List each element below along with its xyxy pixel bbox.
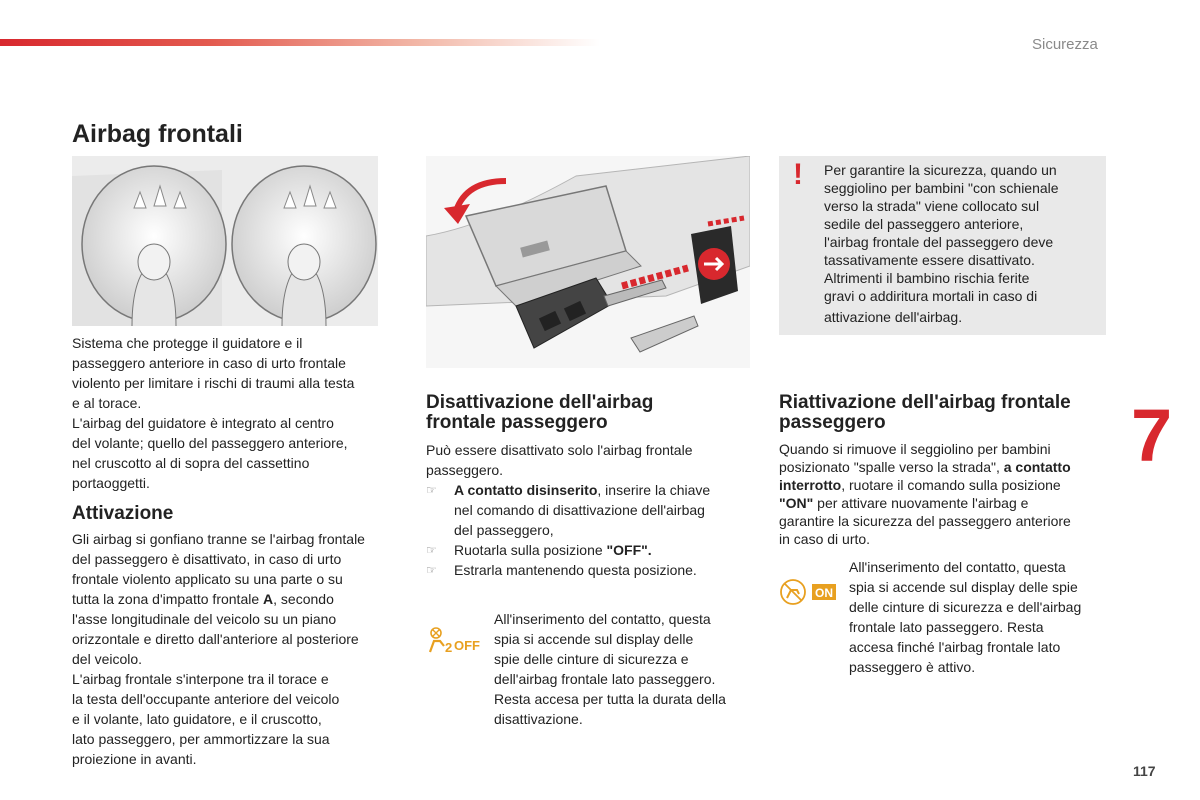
safety-warning-box bbox=[779, 156, 1106, 335]
svg-text:2: 2 bbox=[445, 640, 453, 654]
hand-pointer-icon: ☞ bbox=[426, 543, 437, 557]
list-item: ☞ Estrarla mantenendo questa posizione. bbox=[426, 562, 697, 578]
chapter-number: 7 bbox=[1131, 394, 1173, 477]
airbag-illustration bbox=[72, 156, 378, 326]
off-lamp-text: All'inserimento del contatto, questa spia si accende sul display delle spie delle cinture di sicurezza e dell'airbag frontale lato passeggero. Resta accesa per tutta la durata della disattivazione. bbox=[494, 611, 726, 727]
list-item: ☞ Ruotarla sulla posizione "OFF". bbox=[426, 542, 652, 558]
hand-pointer-icon: ☞ bbox=[426, 563, 437, 577]
on-lamp-text: All'inserimento del contatto, questa spia si accende sul display delle spie delle cinture di sicurezza e dell'airbag frontale lato passeggero. Resta accesa finché l'airbag frontale lato passeggero è attivo. bbox=[849, 559, 1082, 675]
attivazione-text: Gli airbag si gonfiano tranne se l'airbag frontale del passeggero è disattivato, in caso di urto frontale violento applicato su una parte o su tutta la zona d'impatto frontale A, secondo l'asse longitudinale del veicolo su un piano orizzontale e diretto dall'anteriore al posteriore del veicolo. L'airbag frontale s'interpone tra il torace e la testa dell'occupante anteriore del veicolo e il volante, lato guidatore, e il cruscotto, lato passeggero, per ammortizzare la sua proiezione in avanti. bbox=[72, 531, 365, 767]
disattivazione-text: Può essere disattivato solo l'airbag frontale passeggero. bbox=[426, 442, 693, 478]
airbag-off-warning-lamp-icon bbox=[426, 626, 484, 654]
page-number: 117 bbox=[1133, 763, 1156, 779]
header-color-bar bbox=[0, 39, 600, 46]
airbag-on-warning-lamp-icon bbox=[779, 578, 839, 606]
glovebox-key-illustration bbox=[426, 156, 750, 368]
list-item: ☞ A contatto disinserito, inserire la chiave nel comando di disattivazione dell'airbag del passeggero, bbox=[426, 482, 711, 538]
lamp-on-label: ON bbox=[815, 586, 833, 600]
attivazione-heading: Attivazione bbox=[72, 503, 174, 524]
section-name: Sicurezza bbox=[1032, 36, 1098, 53]
riattivazione-heading: Riattivazione dell'airbag frontale passeggero bbox=[779, 392, 1071, 433]
lamp-off-label: OFF bbox=[454, 638, 480, 653]
hand-pointer-icon: ☞ bbox=[426, 483, 437, 497]
warning-text: Per garantire la sicurezza, quando un seggiolino per bambini "con schienale verso la strada" viene collocato sul sedile del passeggero anteriore, l'airbag frontale del passeggero deve tassativamente essere disattivato. Altrimenti il bambino rischia ferite gravi o addiritura mortali in caso di attivazione dell'airbag. bbox=[824, 162, 1059, 325]
riattivazione-text: Quando si rimuove il seggiolino per bambini posizionato "spalle verso la strada", a contatto interrotto, ruotare il comando sulla posizione "ON" per attivare nuovamente l'airbag e garantire la sicurezza del passeggero anteriore in caso di urto. bbox=[779, 441, 1071, 547]
page-title: Airbag frontali bbox=[72, 120, 243, 148]
intro-text: Sistema che protegge il guidatore e il passeggero anteriore in caso di urto frontale violento per limitare i rischi di traumi alla testa e al torace. L'airbag del guidatore è integrato al centro del volante; quello del passeggero anteriore, nel cruscotto al di sopra del cassettino portaoggetti. bbox=[72, 335, 355, 491]
exclamation-icon: ! bbox=[793, 158, 803, 191]
disattivazione-heading: Disattivazione dell'airbag frontale passeggero bbox=[426, 392, 654, 433]
disattivazione-steps bbox=[426, 480, 756, 580]
